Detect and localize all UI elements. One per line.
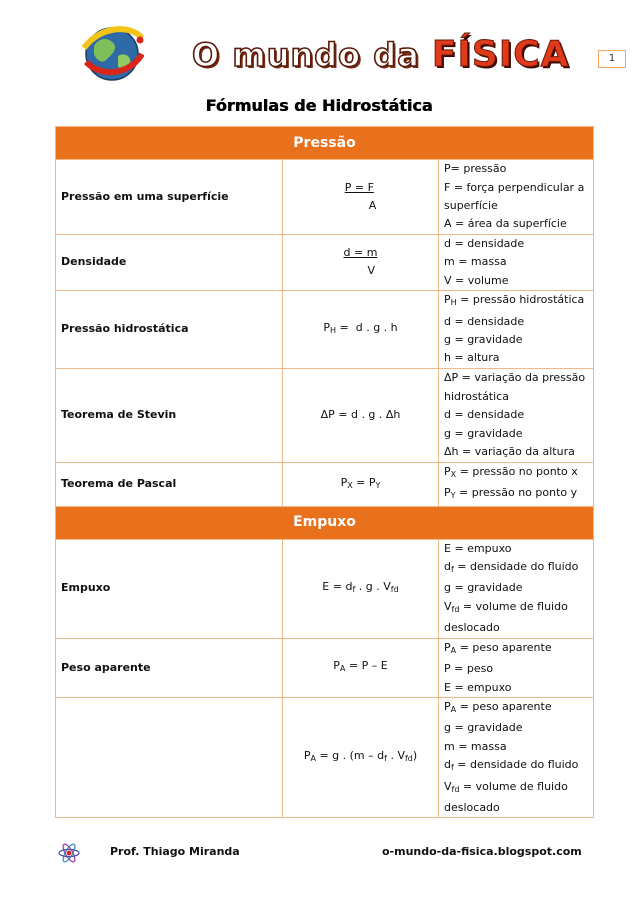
formula-name: Pressão hidrostática: [56, 291, 283, 369]
description-line: m = massa: [444, 255, 507, 269]
formula-description: [439, 462, 594, 506]
description-line: $P_A$ = peso aparente: [444, 699, 552, 714]
formula-name: Empuxo: [56, 539, 283, 638]
formula-name: Pressão em uma superfície: [56, 160, 283, 235]
formula-table: [55, 126, 594, 818]
description-line: E = empuxo: [444, 680, 512, 694]
formula-cell: $P_X = P_Y$: [283, 462, 439, 506]
fraction: [345, 179, 377, 215]
formula-description: [439, 638, 594, 697]
document-title: Fórmulas de Hidrostática: [205, 96, 433, 115]
description-line: superfície: [444, 199, 498, 212]
description-line: $V_{fd}$ = volume de fluido: [444, 779, 568, 794]
footer-author: Prof. Thiago Miranda: [110, 845, 240, 858]
formula-cell: [283, 235, 439, 291]
site-logo: [80, 20, 570, 90]
description-line: $d_f$ = densidade do fluido: [444, 560, 579, 575]
description-line: Δh = variação da altura: [444, 444, 575, 458]
footer-site-link[interactable]: o-mundo-da-fisica.blogspot.com: [382, 845, 582, 858]
formula-cell: ΔP = d . g . Δh: [283, 368, 439, 462]
page-footer: [0, 842, 638, 862]
description-line: E = empuxo: [444, 541, 512, 555]
formula-description: [439, 697, 594, 817]
table-row: [56, 539, 594, 638]
formula-name: Peso aparente: [56, 638, 283, 697]
formula-cell: [283, 160, 439, 235]
description-line: $P_H$ = pressão hidrostática: [444, 293, 585, 308]
description-line: $P_X$ = pressão no ponto x: [444, 464, 578, 479]
table-row: [56, 160, 594, 235]
logo-wordmark: [192, 34, 570, 75]
fraction-denominator: A: [368, 198, 377, 212]
globe-logo-icon: [80, 20, 144, 84]
formula-cell: $P_A = P - E$: [283, 638, 439, 697]
formula-name: Teorema de Stevin: [56, 368, 283, 462]
section-title-empuxo: Empuxo: [56, 506, 594, 539]
formula-description: [439, 291, 594, 369]
atom-icon: [58, 842, 80, 864]
formula-cell: $P_H = d$ . g . h: [283, 291, 439, 369]
formula-cell: $P_A = g$ . ($m - d_f$ . $V_{fd}$): [283, 697, 439, 817]
description-line: ΔP = variação da pressão: [444, 371, 586, 385]
section-title-pressao: Pressão: [56, 127, 594, 160]
fraction-numerator: d = m: [343, 246, 378, 260]
formula-name: Densidade: [56, 235, 283, 291]
description-line: deslocado: [444, 621, 500, 635]
description-line: g = gravidade: [444, 426, 523, 440]
table-row: [56, 462, 594, 506]
description-line: V = volume: [444, 273, 509, 287]
formula-description: [439, 235, 594, 291]
description-line: A = área da superfície: [444, 217, 567, 231]
table-row: [56, 291, 594, 369]
description-line: d = densidade: [444, 408, 525, 422]
section-header-row: [56, 127, 594, 160]
description-line: P= pressão: [444, 162, 507, 176]
description-line: m = massa: [444, 739, 507, 753]
page-number: 1: [598, 50, 626, 68]
description-line: $P_A$ = peso aparente: [444, 640, 552, 655]
description-line: hidrostática: [444, 389, 509, 403]
formula-description: [439, 368, 594, 462]
formula-cell: $E = d_f$ . g . $V_{fd}$: [283, 539, 439, 638]
logo-text-part2: FÍSICA: [431, 34, 570, 75]
description-line: d = densidade: [444, 314, 525, 328]
formula-description: [439, 160, 594, 235]
fraction-denominator: V: [367, 264, 376, 278]
description-line: g = gravidade: [444, 721, 523, 735]
description-line: $V_{fd}$ = volume de fluido: [444, 599, 568, 614]
description-line: h = altura: [444, 351, 500, 365]
description-line: $P_Y$ = pressão no ponto y: [444, 486, 578, 501]
table-row: [56, 235, 594, 291]
description-line: g = gravidade: [444, 333, 523, 347]
description-line: F = força perpendicular a: [444, 180, 585, 194]
table-row: [56, 368, 594, 462]
description-line: $d_f$ = densidade do fluido: [444, 758, 579, 773]
table-row: [56, 638, 594, 697]
description-line: P = peso: [444, 662, 494, 676]
description-line: d = densidade: [444, 237, 525, 250]
fraction: [344, 244, 378, 280]
formula-description: [439, 539, 594, 638]
logo-text-part1: O mundo da: [192, 36, 432, 74]
description-line: g = gravidade: [444, 581, 523, 595]
fraction-numerator: P = F: [344, 180, 374, 194]
formula-name: Teorema de Pascal: [56, 462, 283, 506]
formula-name: [56, 697, 283, 817]
section-header-row: [56, 506, 594, 539]
table-row: [56, 697, 594, 817]
description-line: deslocado: [444, 800, 500, 814]
